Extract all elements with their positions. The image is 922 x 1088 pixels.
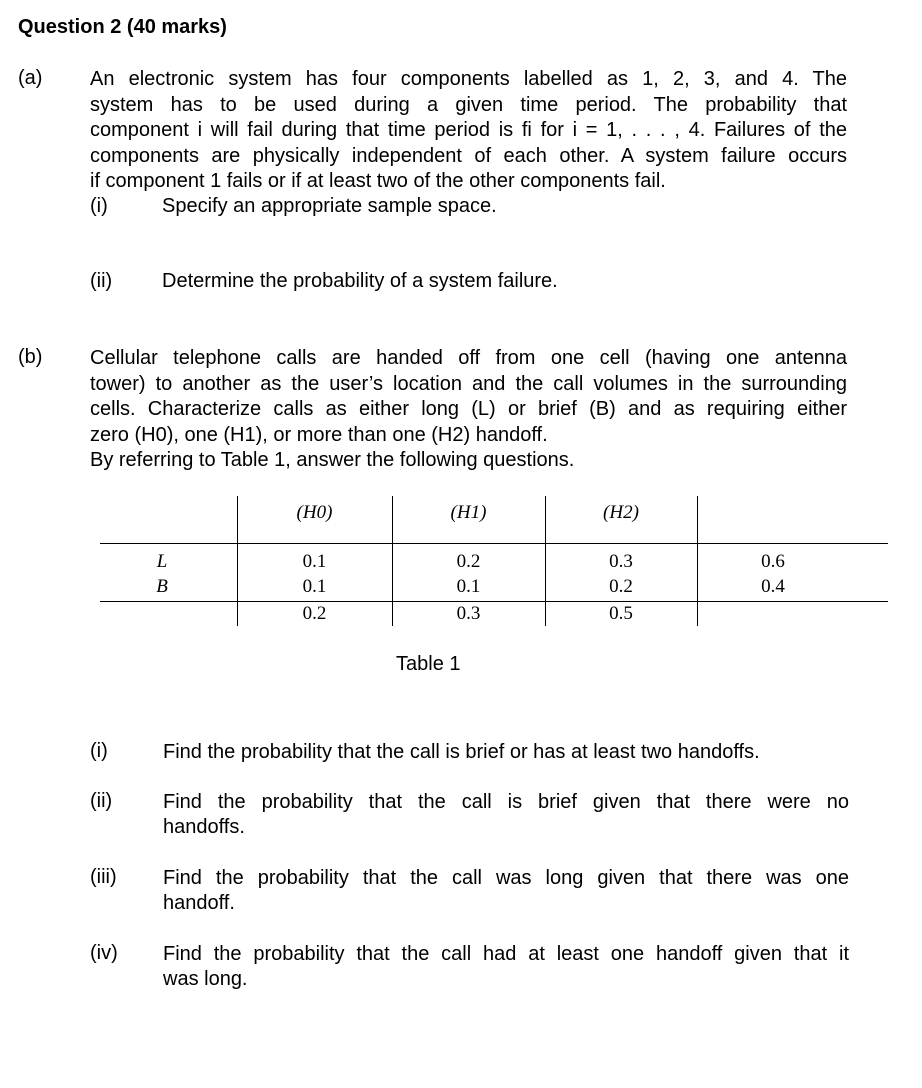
cell-l-total: 0.6 bbox=[761, 551, 785, 572]
part-b-ii-line-1: Find the probability that the call is brief given that there were no bbox=[163, 791, 849, 813]
cell-b-h0: 0.1 bbox=[302, 576, 327, 597]
part-a-line-1: An electronic system has four components labelled as 1, 2, 3, and 4. The bbox=[90, 68, 847, 90]
part-b-line-3: cells. Characterize calls as either long (L) or brief (B) and as requiring either bbox=[90, 398, 847, 420]
row-label-b: B bbox=[156, 576, 168, 597]
table-caption: Table 1 bbox=[396, 653, 461, 675]
part-a-label: (a) bbox=[18, 67, 43, 89]
cell-l-h2: 0.3 bbox=[609, 551, 633, 572]
part-b-line-4: zero (H0), one (H1), or more than one (H2) handoff. bbox=[90, 423, 548, 446]
part-b-line-2: tower) to another as the user’s location and the call volumes in the surrounding bbox=[90, 372, 847, 395]
header-h1: (H1) bbox=[450, 502, 487, 523]
part-a-ii-label: (ii) bbox=[90, 270, 113, 292]
part-b-iii-line-2: handoff. bbox=[163, 892, 235, 914]
part-b-iv-text bbox=[163, 942, 849, 992]
part-a-ii-text: Determine the probability of a system failure. bbox=[162, 270, 558, 292]
question-title: Question 2 (40 marks) bbox=[18, 16, 227, 38]
part-b-iii-text bbox=[163, 866, 849, 916]
part-a-paragraph bbox=[90, 67, 847, 195]
part-b-iv-line-2: was long. bbox=[163, 968, 248, 990]
part-b-i-line-1: Find the probability that the call is brief or has at least two handoffs. bbox=[163, 741, 760, 763]
total-h1: 0.3 bbox=[456, 603, 481, 624]
header-h0: (H0) bbox=[296, 502, 333, 523]
part-b-ii-line-2: handoffs. bbox=[163, 816, 245, 838]
part-a-line-5: if component 1 fails or if at least two of the other components fail. bbox=[90, 170, 666, 192]
part-a-line-4: components are physically independent of each other. A system failure occurs bbox=[90, 144, 847, 167]
part-b-iii-label: (iii) bbox=[90, 866, 117, 888]
part-a-line-2: system has to be used during a given time period. The probability that bbox=[90, 93, 847, 116]
cell-l-h0: 0.1 bbox=[302, 551, 327, 572]
part-a-i-label: (i) bbox=[90, 195, 108, 217]
part-b-i-label: (i) bbox=[90, 740, 108, 762]
part-b-ii-label: (ii) bbox=[90, 790, 113, 812]
row-label-l: L bbox=[156, 551, 168, 572]
header-h2: (H2) bbox=[603, 502, 639, 523]
part-b-line-5: By referring to Table 1, answer the following questions. bbox=[90, 449, 575, 471]
part-b-ii-text bbox=[163, 790, 849, 840]
total-h2: 0.5 bbox=[609, 603, 633, 624]
table-hline-top bbox=[100, 543, 888, 544]
part-b-i-text bbox=[163, 740, 849, 765]
part-b-line-1: Cellular telephone calls are handed off from one cell (having one antenna bbox=[90, 347, 847, 369]
part-b-label: (b) bbox=[18, 346, 43, 368]
cell-b-h2: 0.2 bbox=[609, 576, 633, 597]
cell-b-h1: 0.1 bbox=[456, 576, 481, 597]
part-a-i-text: Specify an appropriate sample space. bbox=[162, 195, 497, 217]
table-hline-bottom bbox=[100, 601, 888, 602]
part-b-iv-label: (iv) bbox=[90, 942, 118, 964]
part-b-paragraph bbox=[90, 346, 847, 474]
part-a-line-3: component i will fail during that time period is fi for i = 1, . . . , 4. Failures of the bbox=[90, 119, 847, 141]
cell-b-total: 0.4 bbox=[761, 576, 785, 597]
total-h0: 0.2 bbox=[302, 603, 327, 624]
cell-l-h1: 0.2 bbox=[456, 551, 481, 572]
part-b-iv-line-1: Find the probability that the call had at least one handoff given that it bbox=[163, 943, 849, 965]
part-b-iii-line-1: Find the probability that the call was long given that there was one bbox=[163, 867, 849, 889]
